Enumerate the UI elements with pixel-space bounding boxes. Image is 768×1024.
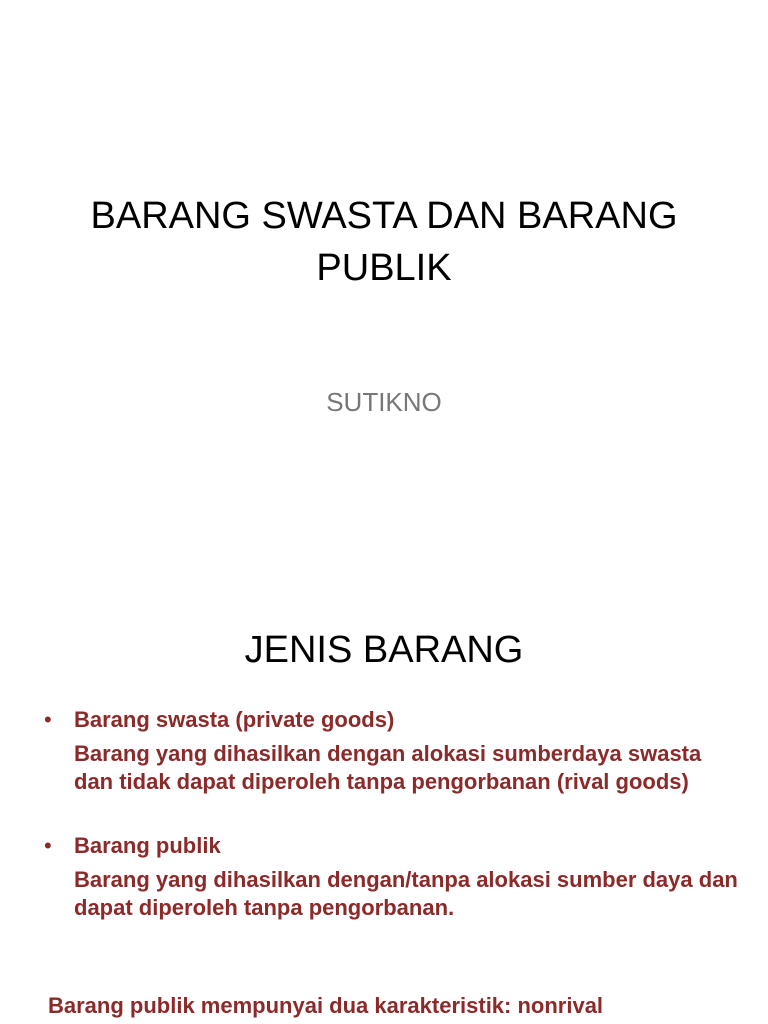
bullet-list xyxy=(44,706,744,958)
bullet-dot-icon: • xyxy=(44,707,52,732)
bullet-item-private-goods xyxy=(44,706,744,796)
bullet-description: Barang yang dihasilkan dengan/tanpa alokasi sumber daya dan dapat diperoleh tanpa pengorbanan. xyxy=(74,867,738,920)
bullet-heading: Barang publik xyxy=(74,833,221,858)
bullet-heading: Barang swasta (private goods) xyxy=(74,707,395,732)
slide-jenis-barang xyxy=(0,576,768,1024)
bullet-description: Barang yang dihasilkan dengan alokasi sumberdaya swasta dan tidak dapat diperoleh tanpa pengorbanan (rival goods) xyxy=(74,741,702,794)
characteristics-text: Barang publik mempunyai dua karakteristik: nonrival xyxy=(48,993,604,1018)
slide-title-heading: BARANG SWASTA DAN BARANG PUBLIK xyxy=(90,195,678,289)
slide-heading: JENIS BARANG xyxy=(244,629,524,671)
slide-author: SUTIKNO xyxy=(326,387,442,417)
bullet-item-public-goods xyxy=(44,832,744,922)
bullet-dot-icon: • xyxy=(44,833,52,858)
